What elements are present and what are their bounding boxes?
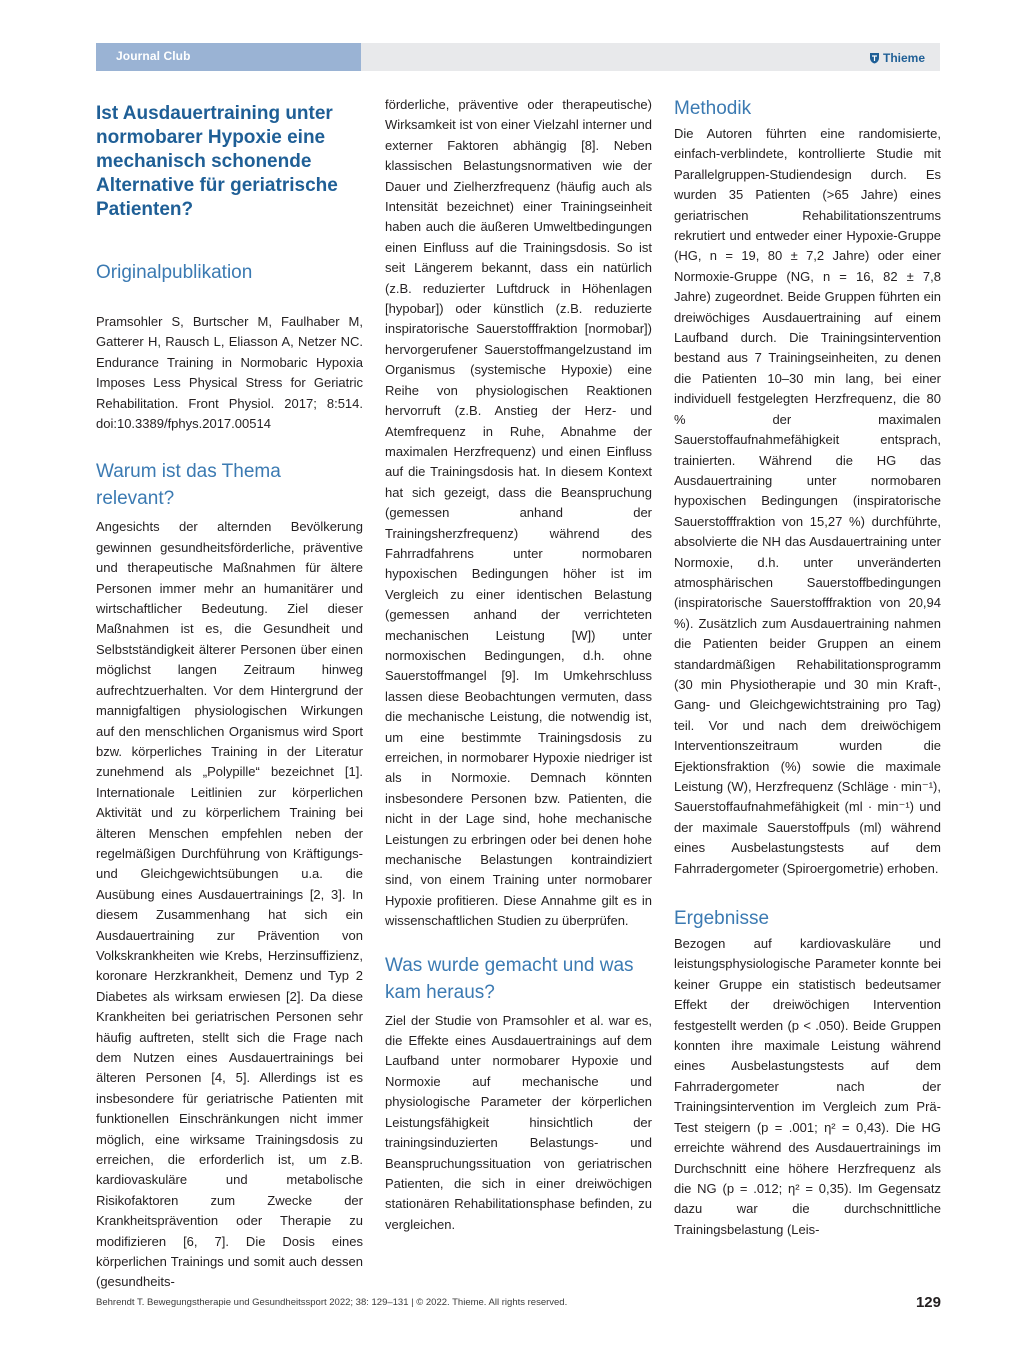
publisher-logo [869, 50, 925, 66]
brand-name: Thieme [882, 51, 925, 65]
relevance-text-part2: förderliche, präventive oder therapeutische) Wirksamkeit ist von einer Vielzahl interner und externer Faktoren abhängig [8]. Neben klassischen Belastungsnormativen wie der Dauer und Zielherzfrequenz (häufig auch als Intensität bezeichnet) einer Trainingseinheit haben auch die äußeren Umweltbedingungen einen Einfluss auf die Trainingsdosis. So ist seit Längerem bekannt, dass ein natürlich (z.B. reduzierter Luftdruck in Höhenlagen [hypobar]) oder künstlich (z.B. reduzierte inspiratorische Sauerstofffraktion [normobar]) hervorgerufener Sauerstoffmangelzustand im Organismus (systemische Hypoxie) eine Reihe von physiologischen Reaktionen hervorruft (z.B. Anstieg der Herz- und Atemfrequenz in Ruhe, Abnahme der maximalen Herzfrequenz) und einen Einfluss auf die Trainingsdosis hat. In diesem Kontext hat sich gezeigt, dass die Beanspruchung (gemessen anhand der Trainingsherzfrequenz) während des Fahrradfahrens unter normobaren hypoxischen Bedingungen höher ist im Vergleich zu einer identischen Belastung (gemessen anhand der verrichteten mechanischen Leistung [W]) unter normoxischen Bedingungen, d.h. ohne Sauerstoffmangel [9]. Im Umkehrschluss lassen diese Beobachtungen vermuten, dass die mechanische Leistung, die notwendig ist, um eine bestimmte Trainingsdosis zu erreichen, in normobarer Hypoxie niedriger ist als in Normoxie. Demnach könnten insbesondere Personen bzw. Patienten, die nicht in der Lage sind, hohe mechanische Leistungen zu erbringen oder bei denen hohe mechanische Belastungen kontraindiziert sind, von einem Training unter normobarer Hypoxie profitieren. Diese Annahme gilt es in wissenschaftlichen Studien zu überprüfen. [385, 97, 652, 929]
heading-results: Ergebnisse [674, 908, 770, 930]
section-label: Journal Club [116, 49, 191, 63]
original-citation: Pramsohler S, Burtscher M, Faulhaber M, Gatterer H, Rausch L, Eliasson A, Netzer NC. Endurance Training in Normobaric Hypoxia Imposes Less Physical Stress for Geriatric Rehabilitation. Front Physiol. 2017; 8:514. doi:10.3389/fphys.2017.00514 [96, 314, 363, 432]
heading-what-was-done: Was wurde gemacht und was kam heraus? [385, 954, 634, 1003]
article-title: Ist Ausdauertraining unter normobarer Hypoxie eine mechanisch schonende Alternative für geriatrische Patienten? [96, 103, 338, 220]
column-2 [385, 95, 652, 1235]
results-text: Bezogen auf kardiovaskuläre und leistungsphysiologische Parameter konnte bei keiner Gruppe ein statistisch bedeutsamer Effekt der dreiwöchigen Intervention festgestellt werden (p < .050). Beide Gruppen konnten ihre maximale Leistung während eines Ausbelastungstests auf dem Fahrradergometer nach der Trainingsintervention im Vergleich zum Prä-Test steigern (p = .001; η² = 0,43). Die HG erreichte während des Ausdauertrainings im Durchschnitt eine höhere Herzfrequenz als die NG (p = .012; η² = 0,35). Im Gegensatz dazu war die durchschnittliche Trainingsbelastung (Leis- [674, 936, 941, 1237]
heading-relevance: Warum ist das Thema relevant? [96, 461, 281, 510]
heading-original-publication: Originalpublikation [96, 262, 253, 283]
page-number: 129 [915, 1294, 941, 1311]
thieme-logo-icon [869, 52, 880, 64]
section-tab [96, 43, 361, 71]
what-was-done-text: Ziel der Studie von Pramsohler et al. war es, die Effekte eines Ausdauertrainings auf dem Laufband unter normobarer Hypoxie und Normoxie auf mechanische und physiologische Parameter der körperlichen Leistungsfähigkeit hinsichtlich der trainingsinduzierten Belastungs- und Beanspruchungssituation von geriatrischen Patienten, die sich in einer dreiwöchigen stationären Rehabilitationsphase befinden, zu vergleichen. [385, 1012, 652, 1232]
heading-methods: Methodik [674, 98, 752, 119]
methods-text: Die Autoren führten eine randomisierte, einfach-verblindete, kontrollierte Studie mit Parallelgruppen-Studiendesign durch. Es wurden 35 Patienten (>65 Jahre) eines geriatrischen Rehabilitationszentrums rekrutiert und entweder einer Hypoxie-Gruppe (HG, n = 19, 80 ± 7,2 Jahre) oder einer Normoxie-Gruppe (NG, n = 16, 82 ± 7,8 Jahre) zugeordnet. Beide Gruppen führten ein dreiwöchiges Ausdauertraining auf einem Laufband durch. Die Trainingsintervention bestand aus 7 Trainingseinheiten, zu denen die Patienten 10–30 min lang, bei einer individuell festgelegten Herzfrequenz, die 80 % der maximalen Sauerstoffaufnahmefähigkeit entsprach, trainierten. Während die HG das Ausdauertraining unter normobaren hypoxischen Bedingungen (inspiratorische Sauerstofffraktion von 15,27 %) durchführte, absolvierte die NH das Ausdauertraining unter Normoxie, d.h. unter unveränderten atmosphärischen Sauerstoffbedingungen (inspiratorische Sauerstofffraktion von 20,94 %). Zusätzlich zum Ausdauertraining nahmen die Patienten beider Gruppen an einem standardmäßigen Rehabilitationsprogramm (30 min Physiotherapie und 30 min Kraft-, Gang- und Gleichgewichtstraining pro Tag) teil. Vor und nach dem dreiwöchigem Interventionszeitraum wurden die Ejektionsfraktion (%) sowie die maximale Leistung (W), Herzfrequenz (Schläge · min⁻¹), Sauerstoffaufnahmefähigkeit (ml · min⁻¹) und der maximale Sauerstoffpuls (ml) während eines Ausbelastungstests auf dem Fahrradergometer (Spiroergometrie) erhoben. [674, 126, 941, 876]
column-1 [96, 95, 363, 1293]
footer-citation: Behrendt T. Bewegungstherapie und Gesundheitssport 2022; 38: 129–131 | © 2022. Thieme. All rights reserved. [96, 1297, 568, 1308]
column-3 [674, 95, 941, 1240]
relevance-text-part1: Angesichts der alternden Bevölkerung gewinnen gesundheitsförderliche, präventive und therapeutische Maßnahmen für ältere Personen immer mehr an humanitärer und wirtschaftlicher Bedeutung. Ziel dieser Maßnahmen ist es, die Gesundheit und Selbstständigkeit älterer Personen über einen möglichst langen Zeitraum hinweg aufrechtzuerhalten. Vor dem Hintergrund der mannigfaltigen physiologischen Wirkungen auf den menschlichen Organismus wird Sport bzw. körperliches Training in der Literatur zunehmend als „Polypille“ bezeichnet [1]. Internationale Leitlinien zur körperlichen Aktivität und zu körperlichem Training bei älteren Menschen empfehlen neben der regelmäßigen Durchführung von Kräftigungs- und Gleichgewichtsübungen u.a. die Ausübung eines Ausdauertrainings [2, 3]. In diesem Zusammenhang hat sich ein Ausdauertraining zur Prävention von Volkskrankheiten wie Krebs, Herzinsuffizienz, koronare Herzkrankheit, Demenz und Typ 2 Diabetes als wirksam erwiesen [2]. Da diese Krankheiten bei geriatrischen Personen sehr häufig auftreten, stellt sich die Frage nach dem Nutzen eines Ausdauertrainings bei älteren Personen [4, 5]. Allerdings ist es insbesondere für geriatrische Patienten mit funktionellen Einschränkungen nicht immer möglich, eine wirksame Trainingsdosis zu erreichen, die erforderlich ist, um z.B. kardiovaskuläre und metabolische Risikofaktoren zum Zwecke der Krankheitsprävention oder Therapie zu modifizieren [6, 7]. Die Dosis eines körperlichen Trainings und somit auch dessen (gesundheits- [96, 519, 363, 1290]
